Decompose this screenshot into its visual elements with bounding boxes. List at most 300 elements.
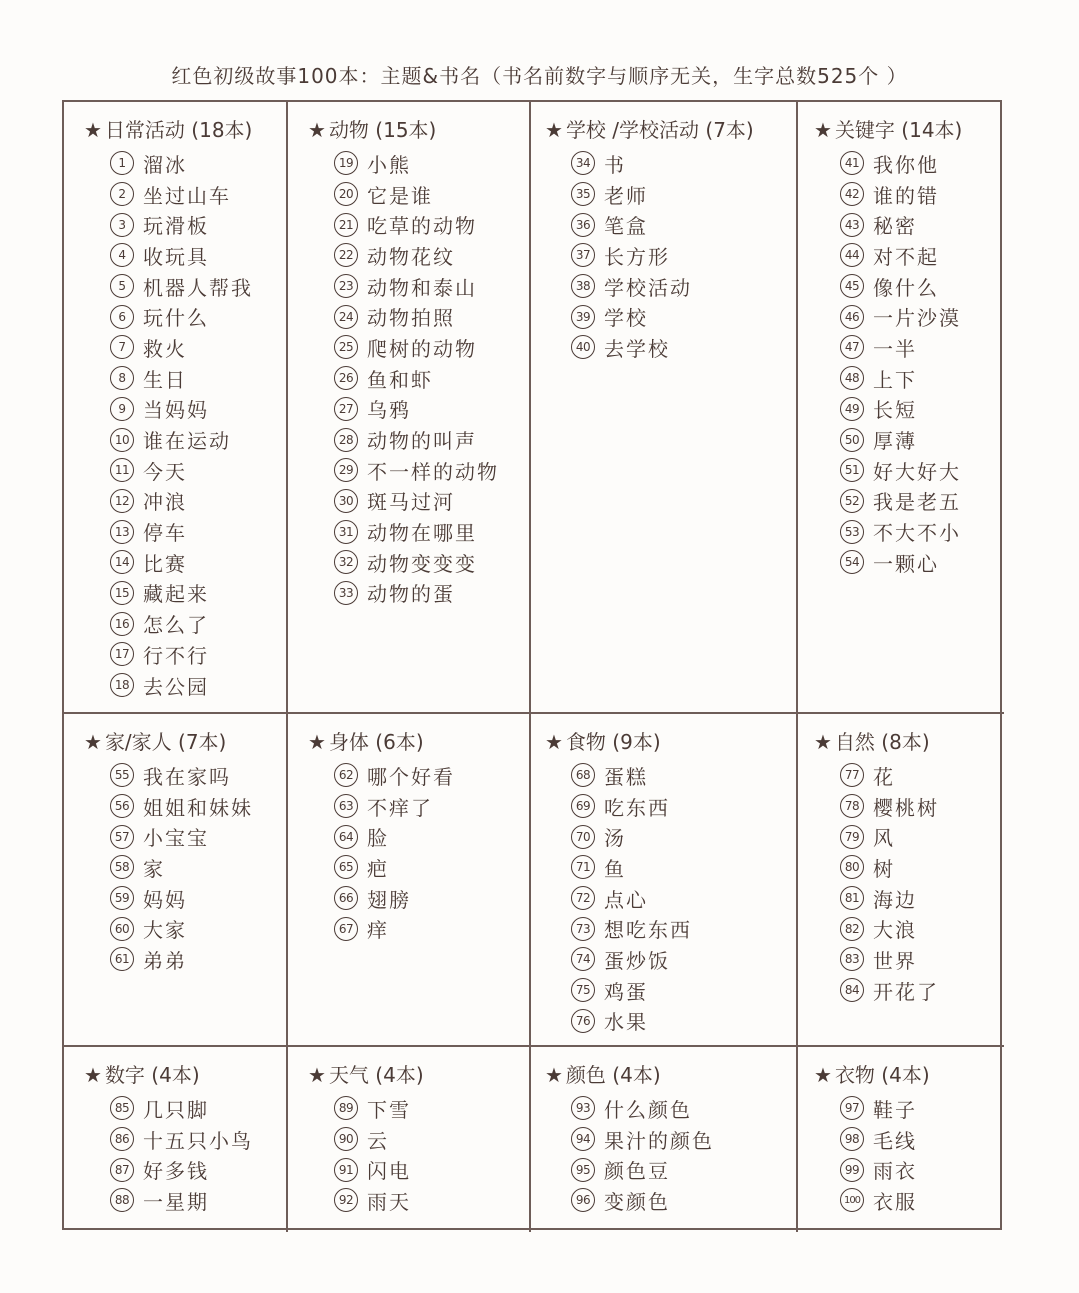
book-item <box>308 578 529 609</box>
book-number-badge: 68 <box>571 763 595 787</box>
book-item <box>308 852 529 883</box>
category-cell <box>531 714 798 1047</box>
book-title: 去公园 <box>143 674 209 699</box>
book-number-badge: 60 <box>110 917 134 941</box>
book-title: 小熊 <box>367 152 411 177</box>
book-title: 秘密 <box>873 214 917 239</box>
book-number-badge: 39 <box>571 305 595 329</box>
book-item <box>545 301 796 332</box>
category-heading <box>545 116 796 144</box>
book-item <box>84 148 286 179</box>
book-item <box>84 670 286 701</box>
book-title: 鸡蛋 <box>604 979 648 1004</box>
book-title: 弟弟 <box>143 948 187 973</box>
book-number-badge: 98 <box>840 1127 864 1151</box>
star-icon: ★ <box>308 118 326 142</box>
book-number-badge: 94 <box>571 1127 595 1151</box>
book-title: 它是谁 <box>367 183 433 208</box>
book-list <box>814 760 1004 1006</box>
category-heading-text: 身体 (6本) <box>328 730 424 754</box>
book-title: 好多钱 <box>143 1159 209 1184</box>
book-item <box>308 486 529 517</box>
book-title: 当妈妈 <box>143 398 209 423</box>
book-title: 学校 <box>604 306 648 331</box>
book-number-badge: 25 <box>334 335 358 359</box>
book-item <box>814 271 1004 302</box>
book-number-badge: 54 <box>840 550 864 574</box>
book-item <box>545 852 796 883</box>
book-number-badge: 18 <box>110 673 134 697</box>
book-title: 吃草的动物 <box>367 214 477 239</box>
book-number-badge: 55 <box>110 763 134 787</box>
book-number-badge: 62 <box>334 763 358 787</box>
book-item <box>814 301 1004 332</box>
book-number-badge: 67 <box>334 917 358 941</box>
book-item <box>84 363 286 394</box>
category-cell <box>288 1047 531 1232</box>
book-number-badge: 63 <box>334 794 358 818</box>
book-item <box>308 1124 529 1155</box>
book-item <box>308 1185 529 1216</box>
book-number-badge: 51 <box>840 458 864 482</box>
book-item <box>545 975 796 1006</box>
book-title: 玩什么 <box>143 306 209 331</box>
book-number-badge: 36 <box>571 213 595 237</box>
book-title: 动物拍照 <box>367 306 455 331</box>
category-heading <box>308 1061 529 1089</box>
book-number-badge: 57 <box>110 825 134 849</box>
book-item <box>84 821 286 852</box>
book-title: 我是老五 <box>873 490 961 515</box>
category-heading <box>84 116 286 144</box>
book-item <box>814 486 1004 517</box>
book-title: 去学校 <box>604 336 670 361</box>
book-number-badge: 52 <box>840 489 864 513</box>
book-title: 爬树的动物 <box>367 336 477 361</box>
book-item <box>84 1124 286 1155</box>
book-title: 海边 <box>873 887 917 912</box>
star-icon: ★ <box>814 730 832 754</box>
book-title: 厚薄 <box>873 429 917 454</box>
book-number-badge: 50 <box>840 428 864 452</box>
book-item <box>545 1124 796 1155</box>
book-item <box>308 363 529 394</box>
book-title: 动物变变变 <box>367 551 477 576</box>
book-title: 冲浪 <box>143 490 187 515</box>
book-list <box>84 760 286 975</box>
book-number-badge: 29 <box>334 458 358 482</box>
book-item <box>308 455 529 486</box>
book-item <box>84 913 286 944</box>
book-number-badge: 19 <box>334 151 358 175</box>
star-icon: ★ <box>84 1063 102 1087</box>
book-number-badge: 21 <box>334 213 358 237</box>
book-number-badge: 8 <box>110 366 134 390</box>
book-item <box>308 791 529 822</box>
book-item <box>814 913 1004 944</box>
book-title: 汤 <box>604 826 626 851</box>
book-number-badge: 90 <box>334 1127 358 1151</box>
book-title: 怎么了 <box>143 613 209 638</box>
book-number-badge: 16 <box>110 612 134 636</box>
category-heading-text: 食物 (9本) <box>565 730 661 754</box>
book-title: 风 <box>873 826 895 851</box>
book-title: 一星期 <box>143 1189 209 1214</box>
book-title: 蛋糕 <box>604 764 648 789</box>
book-item <box>84 578 286 609</box>
book-number-badge: 23 <box>334 274 358 298</box>
category-heading <box>308 728 529 756</box>
book-title: 大浪 <box>873 918 917 943</box>
book-number-badge: 45 <box>840 274 864 298</box>
book-number-badge: 11 <box>110 458 134 482</box>
star-icon: ★ <box>545 730 563 754</box>
book-number-badge: 15 <box>110 581 134 605</box>
star-icon: ★ <box>84 730 102 754</box>
book-item <box>84 639 286 670</box>
category-heading <box>84 728 286 756</box>
book-item <box>84 424 286 455</box>
book-list <box>814 148 1004 578</box>
book-list <box>308 148 529 608</box>
book-item <box>545 760 796 791</box>
book-number-badge: 33 <box>334 581 358 605</box>
book-number-badge: 72 <box>571 886 595 910</box>
book-item <box>545 944 796 975</box>
book-number-badge: 6 <box>110 305 134 329</box>
book-item <box>308 301 529 332</box>
category-heading <box>545 728 796 756</box>
book-title: 蛋炒饭 <box>604 948 670 973</box>
book-title: 雨衣 <box>873 1159 917 1184</box>
book-number-badge: 44 <box>840 243 864 267</box>
book-number-badge: 17 <box>110 642 134 666</box>
category-heading-text: 自然 (8本) <box>834 730 930 754</box>
book-number-badge: 47 <box>840 335 864 359</box>
book-number-badge: 53 <box>840 520 864 544</box>
book-item <box>545 913 796 944</box>
book-number-badge: 42 <box>840 182 864 206</box>
category-cell <box>798 102 1004 714</box>
book-item <box>84 1093 286 1124</box>
book-item <box>84 944 286 975</box>
book-number-badge: 31 <box>334 520 358 544</box>
star-icon: ★ <box>814 1063 832 1087</box>
book-number-badge: 89 <box>334 1096 358 1120</box>
book-title: 老师 <box>604 183 648 208</box>
book-title: 对不起 <box>873 244 939 269</box>
book-title: 生日 <box>143 367 187 392</box>
category-cell <box>64 714 288 1047</box>
page-title: 红色初级故事100本：主题&书名（书名前数字与顺序无关，生字总数525个 ） <box>171 64 908 88</box>
book-item <box>308 148 529 179</box>
book-item <box>814 944 1004 975</box>
category-heading <box>84 1061 286 1089</box>
book-number-badge: 66 <box>334 886 358 910</box>
book-title: 溜冰 <box>143 152 187 177</box>
book-number-badge: 20 <box>334 182 358 206</box>
category-heading <box>814 1061 1004 1089</box>
book-number-badge: 43 <box>840 213 864 237</box>
book-item <box>814 821 1004 852</box>
book-number-badge: 56 <box>110 794 134 818</box>
book-number-badge: 5 <box>110 274 134 298</box>
book-title: 什么颜色 <box>604 1097 692 1122</box>
book-number-badge: 3 <box>110 213 134 237</box>
book-number-badge: 1 <box>110 151 134 175</box>
book-item <box>814 760 1004 791</box>
book-title: 鱼 <box>604 856 626 881</box>
book-item <box>308 424 529 455</box>
book-item <box>308 913 529 944</box>
book-number-badge: 75 <box>571 978 595 1002</box>
book-item <box>308 209 529 240</box>
book-item <box>545 209 796 240</box>
book-item <box>545 1093 796 1124</box>
book-title: 变颜色 <box>604 1189 670 1214</box>
book-title: 水果 <box>604 1010 648 1035</box>
book-title: 书 <box>604 152 626 177</box>
category-cell <box>64 1047 288 1232</box>
book-item <box>545 791 796 822</box>
book-title: 好大好大 <box>873 459 961 484</box>
book-number-badge: 26 <box>334 366 358 390</box>
book-item <box>545 1185 796 1216</box>
book-item <box>545 148 796 179</box>
book-item <box>814 975 1004 1006</box>
book-title: 翅膀 <box>367 887 411 912</box>
book-item <box>814 209 1004 240</box>
book-item <box>814 332 1004 363</box>
book-number-badge: 2 <box>110 182 134 206</box>
category-heading-text: 日常活动 (18本) <box>104 118 253 142</box>
book-number-badge: 49 <box>840 397 864 421</box>
book-title: 动物的叫声 <box>367 429 477 454</box>
book-title: 雨天 <box>367 1189 411 1214</box>
book-number-badge: 100 <box>840 1188 864 1212</box>
book-number-badge: 24 <box>334 305 358 329</box>
book-title: 痒 <box>367 918 389 943</box>
star-icon: ★ <box>84 118 102 142</box>
book-title: 玩滑板 <box>143 214 209 239</box>
book-title: 乌鸦 <box>367 398 411 423</box>
book-title: 树 <box>873 856 895 881</box>
book-title: 鞋子 <box>873 1097 917 1122</box>
book-title: 闪电 <box>367 1159 411 1184</box>
book-title: 动物在哪里 <box>367 521 477 546</box>
book-item <box>84 301 286 332</box>
category-cell <box>288 102 531 714</box>
book-item <box>84 486 286 517</box>
category-cell <box>798 714 1004 1047</box>
book-list <box>545 148 796 363</box>
category-cell <box>798 1047 1004 1232</box>
book-title: 坐过山车 <box>143 183 231 208</box>
book-list <box>308 760 529 944</box>
book-item <box>545 1154 796 1185</box>
book-number-badge: 64 <box>334 825 358 849</box>
book-number-badge: 84 <box>840 978 864 1002</box>
book-item <box>84 883 286 914</box>
book-title: 笔盒 <box>604 214 648 239</box>
book-item <box>308 1093 529 1124</box>
book-title: 疤 <box>367 856 389 881</box>
category-heading <box>814 116 1004 144</box>
category-heading-text: 家/家人 (7本) <box>104 730 227 754</box>
category-cell <box>64 102 288 714</box>
category-heading-text: 学校 /学校活动 (7本) <box>565 118 754 142</box>
book-number-badge: 87 <box>110 1158 134 1182</box>
book-number-badge: 35 <box>571 182 595 206</box>
book-item <box>308 271 529 302</box>
book-number-badge: 93 <box>571 1096 595 1120</box>
book-item <box>814 1093 1004 1124</box>
book-item <box>814 852 1004 883</box>
book-title: 云 <box>367 1128 389 1153</box>
book-title: 开花了 <box>873 979 939 1004</box>
book-number-badge: 12 <box>110 489 134 513</box>
book-list <box>308 1093 529 1216</box>
book-title: 家 <box>143 856 165 881</box>
book-item <box>308 332 529 363</box>
book-title: 不一样的动物 <box>367 459 499 484</box>
book-title: 几只脚 <box>143 1097 209 1122</box>
book-item <box>814 240 1004 271</box>
category-cell <box>531 102 798 714</box>
book-title: 脸 <box>367 826 389 851</box>
book-item <box>814 1154 1004 1185</box>
book-number-badge: 80 <box>840 855 864 879</box>
book-title: 衣服 <box>873 1189 917 1214</box>
book-item <box>308 179 529 210</box>
book-item <box>84 791 286 822</box>
book-item <box>308 547 529 578</box>
book-item <box>308 760 529 791</box>
book-item <box>308 821 529 852</box>
book-number-badge: 96 <box>571 1188 595 1212</box>
book-number-badge: 99 <box>840 1158 864 1182</box>
book-list <box>545 760 796 1036</box>
category-heading-text: 天气 (4本) <box>328 1063 424 1087</box>
book-number-badge: 91 <box>334 1158 358 1182</box>
star-icon: ★ <box>308 1063 326 1087</box>
book-number-badge: 4 <box>110 243 134 267</box>
book-item <box>308 240 529 271</box>
book-title: 救火 <box>143 336 187 361</box>
book-title: 吃东西 <box>604 795 670 820</box>
book-title: 一半 <box>873 336 917 361</box>
book-item <box>84 179 286 210</box>
star-icon: ★ <box>308 730 326 754</box>
book-title: 世界 <box>873 948 917 973</box>
category-heading-text: 关键字 (14本) <box>834 118 963 142</box>
book-number-badge: 14 <box>110 550 134 574</box>
category-heading <box>545 1061 796 1089</box>
book-title: 斑马过河 <box>367 490 455 515</box>
book-number-badge: 65 <box>334 855 358 879</box>
category-cell <box>288 714 531 1047</box>
category-heading <box>308 116 529 144</box>
book-number-badge: 70 <box>571 825 595 849</box>
book-item <box>814 424 1004 455</box>
book-list <box>814 1093 1004 1216</box>
book-number-badge: 58 <box>110 855 134 879</box>
book-title: 收玩具 <box>143 244 209 269</box>
book-number-badge: 78 <box>840 794 864 818</box>
book-item <box>84 1154 286 1185</box>
book-item <box>814 791 1004 822</box>
book-number-badge: 30 <box>334 489 358 513</box>
book-title: 长方形 <box>604 244 670 269</box>
book-item <box>84 332 286 363</box>
book-title: 花 <box>873 764 895 789</box>
book-list <box>84 1093 286 1216</box>
book-item <box>814 1124 1004 1155</box>
book-item <box>814 394 1004 425</box>
book-item <box>84 1185 286 1216</box>
book-title: 长短 <box>873 398 917 423</box>
book-number-badge: 7 <box>110 335 134 359</box>
book-title: 点心 <box>604 887 648 912</box>
book-item <box>545 821 796 852</box>
book-number-badge: 88 <box>110 1188 134 1212</box>
book-title: 停车 <box>143 521 187 546</box>
star-icon: ★ <box>814 118 832 142</box>
book-number-badge: 27 <box>334 397 358 421</box>
book-list <box>84 148 286 700</box>
book-number-badge: 85 <box>110 1096 134 1120</box>
book-item <box>545 271 796 302</box>
book-number-badge: 9 <box>110 397 134 421</box>
category-heading-text: 数字 (4本) <box>104 1063 200 1087</box>
book-number-badge: 82 <box>840 917 864 941</box>
book-title: 下雪 <box>367 1097 411 1122</box>
book-title: 想吃东西 <box>604 918 692 943</box>
book-item <box>84 271 286 302</box>
book-item <box>84 760 286 791</box>
book-number-badge: 28 <box>334 428 358 452</box>
book-item <box>814 1185 1004 1216</box>
book-number-badge: 92 <box>334 1188 358 1212</box>
book-item <box>308 394 529 425</box>
book-item <box>84 209 286 240</box>
book-number-badge: 46 <box>840 305 864 329</box>
book-number-badge: 79 <box>840 825 864 849</box>
book-number-badge: 83 <box>840 947 864 971</box>
book-title: 动物和泰山 <box>367 275 477 300</box>
book-item <box>84 455 286 486</box>
book-title: 颜色豆 <box>604 1159 670 1184</box>
book-title: 像什么 <box>873 275 939 300</box>
book-number-badge: 59 <box>110 886 134 910</box>
category-heading-text: 衣物 (4本) <box>834 1063 930 1087</box>
book-title: 今天 <box>143 459 187 484</box>
book-title: 藏起来 <box>143 582 209 607</box>
book-item <box>814 547 1004 578</box>
category-heading-text: 动物 (15本) <box>328 118 437 142</box>
book-title: 不痒了 <box>367 795 433 820</box>
book-number-badge: 61 <box>110 947 134 971</box>
book-number-badge: 32 <box>334 550 358 574</box>
category-heading <box>814 728 1004 756</box>
book-title: 鱼和虾 <box>367 367 433 392</box>
book-item <box>814 516 1004 547</box>
book-title: 十五只小鸟 <box>143 1128 253 1153</box>
book-number-badge: 13 <box>110 520 134 544</box>
book-number-badge: 81 <box>840 886 864 910</box>
book-number-badge: 34 <box>571 151 595 175</box>
book-number-badge: 86 <box>110 1127 134 1151</box>
